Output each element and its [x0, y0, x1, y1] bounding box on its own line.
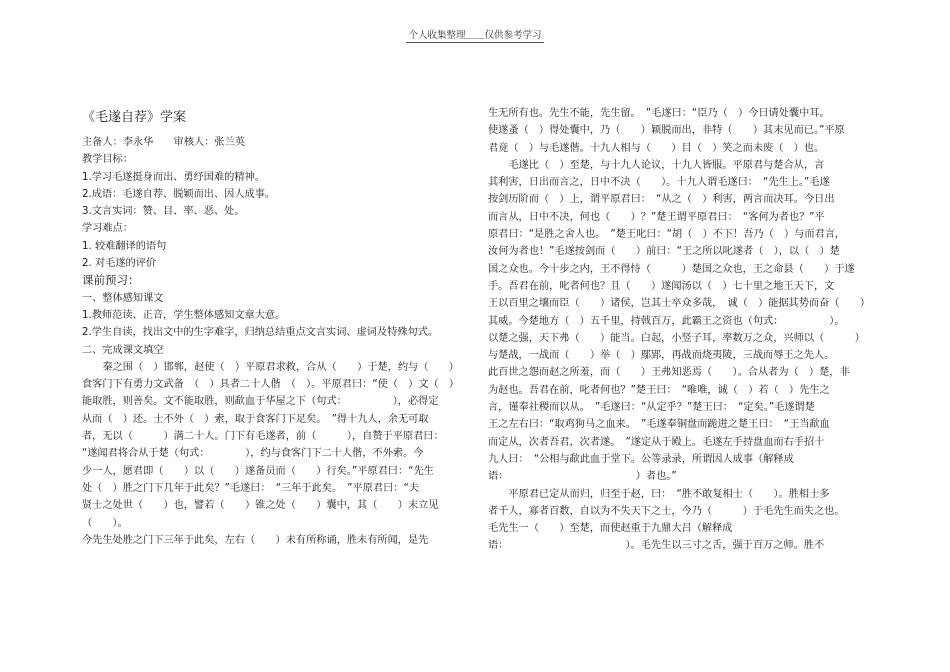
- body-line: 此百世之怨而赵之所羞，而（ ）王弗知恶焉（ ）。合从者为（ ）楚，非: [488, 367, 850, 379]
- body-line: 语： ）。毛先生以三寸之舌，强于百万之师。胜不: [488, 540, 825, 552]
- difficulty-item: 1. 较难翻译的语句: [82, 240, 167, 252]
- body-line: 按剑历阶而（ ）上，谓平原君曰： “从之（ ）利害，两言而决耳。今日出: [488, 194, 835, 206]
- section-heading: 二、完成课文填空: [82, 344, 164, 356]
- body-line: 原君曰：“是胜之舍人也。 ”楚王叱曰：“胡（ ）不下！吾乃（ ）与而君言，: [488, 229, 846, 241]
- body-line: 汝何为者也！”毛遂按剑而（ ）前曰：“王之所以叱遂者（ ），以（ ）楚: [488, 246, 840, 258]
- difficulty-item: 2. 对毛遂的评价: [82, 258, 157, 270]
- body-line: 平原君已定从而归，归至于赵，曰： “胜不敢复相士（ ）。胜相士多: [508, 488, 830, 500]
- body-line: 能取胜，则善矣。文不能取胜，则歃血于华屋之下（句式： ），必得定: [82, 396, 439, 408]
- body-line: 九人曰： “公相与歃此血于堂下。公等录录，所谓因人成事（解释成: [488, 453, 794, 465]
- body-line: “遂闻君将合从于楚（句式： ），约与食客门下二十人偕，不外索。今: [82, 448, 424, 460]
- body-line: 而言从，日中不决，何也（ ）？”楚王谓平原君曰： “客何为者也？”平: [488, 211, 825, 223]
- goal-item: 3.文言实词：赞、目、率、恶、处。: [82, 206, 245, 218]
- doc-title: 《毛遂自荐》学案: [82, 110, 187, 125]
- body-line: 生无所有也。先生不能，先生留。 ”毛遂曰：“臣乃（ ）今日请处囊中耳。: [488, 108, 830, 119]
- body-line: 从而（ ）还。士不外（ ）索，取于食客门下足矣。 ”得十九人，余无可取: [82, 413, 429, 425]
- body-line: 秦之围（ ）邯郸，赵使（ ）平原君求救，合从（ ）于楚，约与（ ）: [102, 361, 459, 373]
- difficulty-heading: 学习难点：: [82, 223, 133, 235]
- body-line: 王以百里之壤而臣（ ）诸侯，岂其士卒众多哉， 诚（ ）能据其势而奋（ ）: [488, 298, 871, 310]
- section-heading: 一、整体感知课文: [82, 292, 164, 304]
- body-line: 语： ）者也。”: [488, 471, 677, 483]
- header-text: 个人收集整理＿＿仅供参考学习: [408, 30, 542, 41]
- body-line: 王之左右曰：“取鸡狗马之血来。 ”毛遂奉铜盘而跪进之楚王曰： “王当歃血: [488, 419, 830, 431]
- section-item: 2.学生自读，找出文中的生字难字，归纳总结重点文言实词、虚词及特殊句式。: [82, 327, 439, 339]
- body-line: 贤士之处世（ ）也，譬若（ ）锥之处（ ）囊中，其（ ）末立见（ ）。: [82, 500, 439, 529]
- section-item: 1.教师范读、正音，学生整体感知文章大意。: [82, 309, 286, 321]
- body-line: 少一人，愿君即（ ）以（ ）遂备员而（ ）行矣。”平原君曰：“先生: [82, 465, 434, 477]
- body-line: 其利害，日出而言之，日中不决（ ）。十九人谓毛遂曰： “先生上。”毛遂: [488, 177, 830, 189]
- goals-heading: 教学目标：: [82, 154, 133, 166]
- body-line: 者，无以（ ）满二十人。门下有毛遂者，前（ ），自赞于平原君曰：: [82, 431, 444, 443]
- body-line: 处（ ）胜之门下几年于此矣？”毛遂曰： “三年于此矣。 ”平原君曰：“夫: [82, 482, 419, 494]
- body-line: 食客门下有勇力文武备 （ ）具者二十人偕 （ ）。平原君曰：“使（ ）文（ ）: [82, 379, 460, 391]
- preview-heading: 课前预习：: [82, 273, 140, 288]
- authors-line: 主备人：李永华 审核人：张兰英: [82, 137, 245, 148]
- body-line: 君竟（ ）与毛遂偕。十九人相与（ ）目（ ）笑之而未废（ ）也。: [488, 142, 825, 154]
- body-line: 使遂蚤（ ）得处囊中，乃（ ）颖脱而出，非特（ ）其末见而已。”平原: [488, 125, 845, 137]
- body-line: 与楚战，一战而（ ）举（ ）鄢郢，再战而烧夷陵，三战而辱王之先人。: [488, 350, 835, 362]
- right-column: [488, 105, 873, 555]
- body-line: 其威。今楚地方（ ）五千里，持戟百万，此霸王之资也（句式： ）。: [488, 315, 845, 327]
- body-line: 毛先生一（ ）至楚，而使赵重于九鼎大吕（解释成: [488, 523, 733, 535]
- body-line: 为赵也。吾君在前，叱者何也？”楚王曰： “唯唯，诚（ ）若（ ）先生之: [488, 384, 830, 396]
- page-header: [0, 27, 950, 41]
- goal-item: 2.成语：毛遂自荐、脱颖而出、因人成事。: [82, 188, 276, 200]
- body-line: 者千人，寡者百数，自以为不失天下之士，今乃（ ）于毛先生而失之也。: [488, 505, 845, 517]
- body-line: 国之众也。今十步之内，王不得恃（ ）楚国之众也，王之命县（ ）于遂: [488, 263, 855, 275]
- body-line: 今先生处胜之门下三年于此矣，左右（ ）未有所称诵，胜未有所闻，是先: [82, 534, 429, 546]
- goal-item: 1.学习毛遂挺身而出、勇纾国难的精神。: [82, 171, 265, 183]
- body-line: 毛遂比（ ）至楚，与十九人论议，十九人皆服。平原君与楚合从，言: [508, 159, 825, 171]
- body-line: 而定从，次者吾君，次者遂。 ”遂定从于殿上。毛遂左手持盘血而右手招十: [488, 436, 825, 448]
- body-line: 以楚之强，天下弗（ ）能当。白起，小竖子耳，率数万之众，兴师以（ ）: [488, 332, 865, 344]
- body-line: 言，谨奉社稷而以从。 ”毛遂曰：“从定乎？”楚王曰： “定矣。”毛遂谓楚: [488, 402, 815, 414]
- body-line: 手。吾君在前，叱者何也？且（ ）遂闻汤以（ ）七十里之地王天下，文: [488, 280, 835, 292]
- left-column: [82, 108, 462, 549]
